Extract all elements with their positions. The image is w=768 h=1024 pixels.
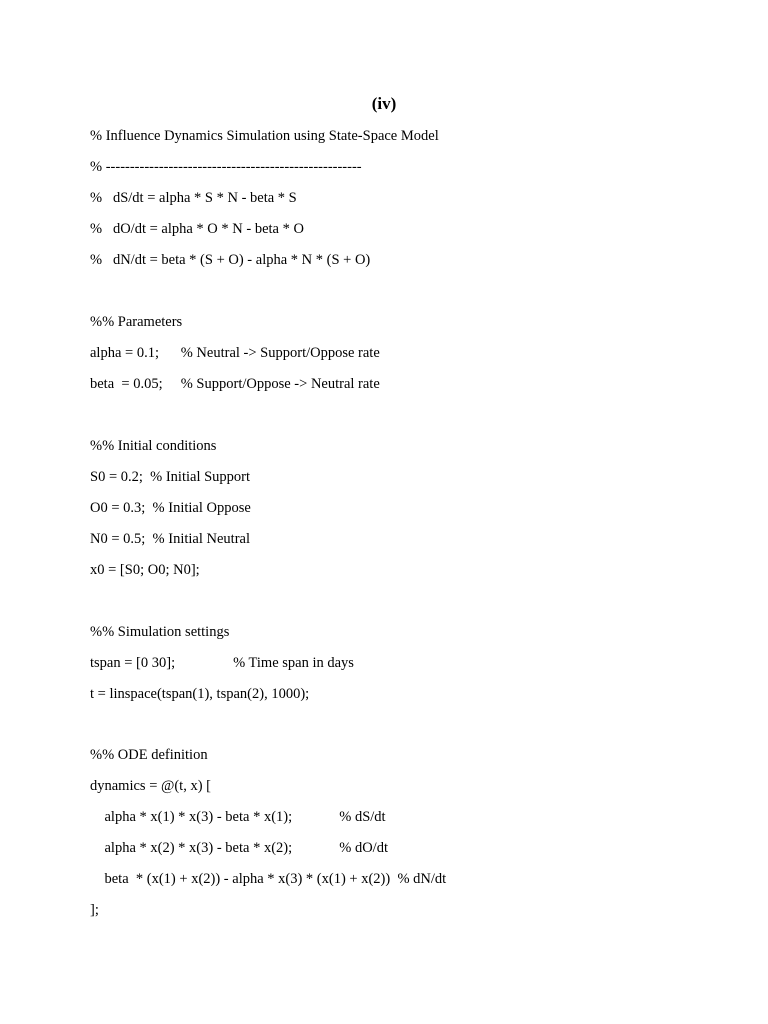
section-heading: [0, 93, 768, 115]
code-comment-dn-equation: % dN/dt = beta * (S + O) - alpha * N * (S + O): [90, 252, 371, 268]
code-comment-do-equation: % dO/dt = alpha * O * N - beta * O: [90, 221, 304, 237]
code-dynamics-row-do: alpha * x(2) * x(3) - beta * x(2); % dO/dt: [90, 840, 388, 856]
code-beta-assignment: beta = 0.05; % Support/Oppose -> Neutral rate: [90, 376, 380, 392]
section-heading-text: (iv): [371, 94, 397, 113]
code-section-simulation-settings: %% Simulation settings: [90, 624, 230, 640]
code-t-assignment: t = linspace(tspan(1), tspan(2), 1000);: [90, 686, 310, 702]
code-s0-assignment: S0 = 0.2; % Initial Support: [90, 469, 251, 485]
code-dynamics-close: ];: [90, 902, 99, 918]
code-dynamics-open: dynamics = @(t, x) [: [90, 778, 211, 794]
code-comment-title: % Influence Dynamics Simulation using State-Space Model: [90, 128, 439, 144]
code-comment-ds-equation: % dS/dt = alpha * S * N - beta * S: [90, 190, 297, 206]
code-x0-assignment: x0 = [S0; O0; N0];: [90, 562, 200, 578]
code-alpha-assignment: alpha = 0.1; % Neutral -> Support/Oppose rate: [90, 345, 380, 361]
code-o0-assignment: O0 = 0.3; % Initial Oppose: [90, 500, 251, 516]
code-section-initial-conditions: %% Initial conditions: [90, 438, 217, 454]
code-comment-divider: % -----------------------------------------------------: [90, 159, 362, 175]
code-dynamics-row-dn: beta * (x(1) + x(2)) - alpha * x(3) * (x(1) + x(2)) % dN/dt: [90, 871, 447, 887]
code-section-parameters: %% Parameters: [90, 314, 183, 330]
code-n0-assignment: N0 = 0.5; % Initial Neutral: [90, 531, 250, 547]
code-section-ode-definition: %% ODE definition: [90, 747, 208, 763]
code-tspan-assignment: tspan = [0 30]; % Time span in days: [90, 655, 354, 671]
code-dynamics-row-ds: alpha * x(1) * x(3) - beta * x(1); % dS/dt: [90, 809, 386, 825]
